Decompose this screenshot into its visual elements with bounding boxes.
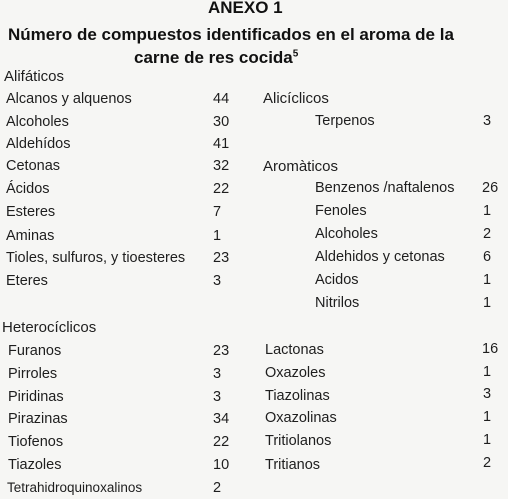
compound-name: Acidos: [315, 272, 359, 288]
compound-count: 3: [483, 386, 492, 402]
compound-count: 32: [213, 158, 230, 174]
compound-count: 23: [213, 250, 230, 266]
compound-name: Pirazinas: [8, 411, 68, 427]
section-heading-aliciclicos: Alicíclicos: [263, 90, 329, 107]
compound-name: Lactonas: [265, 342, 324, 358]
compound-count: 1: [483, 409, 492, 425]
section-heading-alifaticos: Alifáticos: [4, 68, 65, 85]
compound-name: Cetonas: [6, 158, 61, 174]
compound-name: Alcoholes: [6, 114, 69, 130]
compound-name: Tritianos: [265, 457, 321, 473]
compound-name: Ácidos: [6, 181, 50, 197]
compound-name: Terpenos: [315, 113, 375, 129]
title-footnote-ref: 5: [292, 48, 299, 60]
compound-count: 2: [483, 226, 492, 242]
annex-label: ANEXO 1: [208, 0, 283, 17]
compound-name: Furanos: [8, 343, 62, 359]
compound-count: 22: [213, 434, 230, 450]
compound-name: Tiofenos: [8, 434, 64, 450]
compound-name: Tiazolinas: [265, 388, 330, 404]
compound-count: 1: [213, 228, 222, 244]
compound-name: Oxazolinas: [265, 410, 337, 426]
compound-name: Eteres: [6, 273, 48, 289]
compound-name: Alcanos y alquenos: [6, 91, 132, 107]
compound-count: 22: [213, 181, 230, 197]
compound-name: Tetrahidroquinoxalinos: [7, 480, 143, 495]
compound-count: 1: [483, 364, 492, 380]
compound-name: Tiazoles: [8, 457, 62, 473]
compound-count: 7: [213, 204, 222, 220]
compound-name: Aminas: [6, 228, 55, 244]
compound-count: 3: [483, 113, 492, 129]
section-heading-aromaticos: Aromàticos: [263, 158, 339, 175]
compound-count: 23: [213, 343, 230, 359]
compound-name: Aldehídos: [6, 136, 71, 152]
compound-count: 26: [482, 180, 499, 196]
compound-count: 34: [213, 411, 230, 427]
compound-count: 16: [482, 341, 499, 357]
compound-name: Fenoles: [315, 203, 367, 219]
compound-count: 6: [483, 249, 492, 265]
compound-count: 44: [213, 91, 230, 107]
table-title-line2: carne de res cocida$^5$: [134, 48, 299, 67]
compound-count: 1: [483, 203, 492, 219]
compound-name: Benzenos /naftalenos: [315, 180, 455, 196]
compound-name: Alcoholes: [315, 226, 378, 242]
compound-count: 3: [213, 389, 222, 405]
compound-name: Nitrilos: [315, 295, 360, 311]
compound-name: Aldehidos y cetonas: [315, 249, 445, 265]
compound-count: 10: [213, 457, 230, 473]
compound-count: 41: [213, 136, 230, 152]
compound-count: 3: [213, 273, 222, 289]
compound-name: Oxazoles: [265, 365, 326, 381]
compound-name: Tritiolanos: [265, 433, 332, 449]
compound-name: Piridinas: [8, 389, 64, 405]
compound-count: 1: [483, 272, 492, 288]
compound-name: Esteres: [6, 204, 56, 220]
compound-count: 2: [213, 480, 222, 496]
compound-name: Pirroles: [8, 366, 58, 382]
table-title-line1: Número de compuestos identificados en el aroma de la: [8, 25, 454, 44]
compound-count: 1: [483, 295, 492, 311]
compound-name: Tioles, sulfuros, y tioesteres: [6, 250, 186, 266]
section-heading-heterociclicos: Heterocíclicos: [2, 319, 97, 336]
compound-count: 3: [213, 366, 222, 382]
compound-count: 2: [483, 455, 492, 471]
compound-count: 30: [213, 114, 230, 130]
compound-count: 1: [483, 432, 492, 448]
